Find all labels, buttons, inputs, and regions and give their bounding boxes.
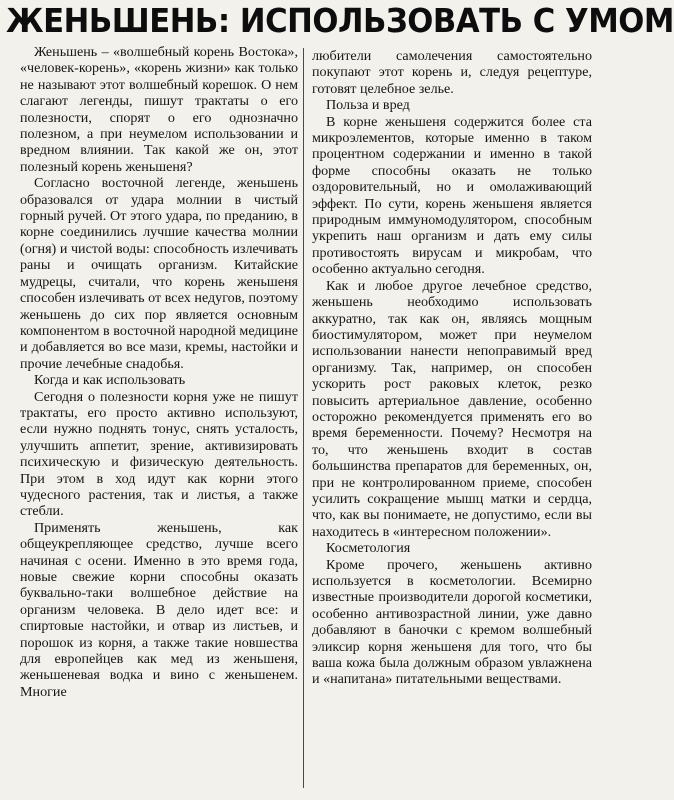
- continued-paragraph: любители самолечения самостоятельно покупают этот корень и, следуя рецептуре, готовят целебное зелье.: [312, 48, 592, 97]
- benefit-paragraph-1: В корне женьшеня содержится более ста микроэлементов, которые именно в таком процентном содержании и именно в такой форме способны оказать не только оздоровительный, но и омолаживающий эффект. По сути, корень женьшеня является природным иммуномодулятором, способным укрепить наш организм и дать ему силы противостоять вирусам и микробам, что особенно актуально сегодня.: [312, 113, 592, 278]
- cosmetology-paragraph: Кроме прочего, женьшень активно используется в косметологии. Всемирно известные производители дорогой косметики, особенно антивозрастной линии, уже давно добавляют в баночки с кремом волшебный эликсир корня женьшеня для того, что бы ваша кожа была должным образом увлажнена и «напитана» питательными веществами.: [312, 556, 592, 688]
- right-column: [312, 48, 592, 688]
- intro-paragraph-1: Женьшень – «волшебный корень Востока», «человек-корень», «корень жизни» как только не называют этот волшебный корешок. О нем слагают легенды, пишут трактаты о его полезности, спорят о его однозначно полезном, а при неумелом использовании и вредном влиянии. Так какой же он, этот полезный корень женьшеня?: [20, 44, 298, 175]
- when-paragraph-1: Сегодня о полезности корня уже не пишут трактаты, его просто активно используют, если нужно поднять тонус, снять усталость, улучшить аппетит, зрение, активизировать психическую и физическую деятельность. При этом в ход идут как корни этого чудесного растения, так и листья, а также стебли.: [20, 388, 298, 520]
- when-how-heading: Когда и как использовать: [34, 372, 186, 389]
- benefit-harm-heading: Польза и вред: [326, 97, 410, 114]
- intro-paragraph-2: Согласно восточной легенде, женьшень образовался от удара молнии в чистый горный ручей. От этого удара, по преданию, в корне соединились лучшие качества молнии (огня) и чистой воды: способность излечивать раны и очищать организм. Китайские мудрецы, считали, что корень женьшеня способен излечивать от всех недугов, поэтому женьшень до сих пор является основным компонентом в восточной народной медицине и добавляется во все мази, кремы, настойки и прочие лечебные снадобья.: [20, 175, 298, 372]
- column-divider: [303, 48, 304, 788]
- when-paragraph-2: Применять женьшень, как общеукрепляющее средство, лучше всего начиная с осени. Именно в это время года, новые свежие корни способны оказать буквально-таки волшебное действие на организм человека. В дело идет все: и спиртовые настойки, и отвар из листьев, и порошок из корня, а также такие новшества для европейцев как мед из женьшеня, женьшеневая водка и вино с женьшенем. Многие: [20, 519, 298, 700]
- benefit-paragraph-2: Как и любое другое лечебное средство, женьшень необходимо использовать аккуратно, так как он, являясь мощным биостимулятором, может при неумелом использовании нанести непоправимый вред организму. Так, например, он способен ускорить рост раковых клеток, резко повысить артериальное давление, особенно осторожно рекомендуется применять его во время беременности. Почему? Несмотря на то, что женьшень входит в состав большинства препаратов для беременных, он, при не контролированном приеме, способен усилить сокращение мышц матки и сердца, что, как вы понимаете, не допустимо, если вы находитесь в «интересном положении».: [312, 277, 592, 540]
- cosmetology-heading: Косметология: [326, 540, 411, 557]
- left-column: [20, 44, 298, 700]
- article-headline: ЖЕНЬШЕНЬ: ИСПОЛЬЗОВАТЬ С УМОМ: [6, 1, 674, 40]
